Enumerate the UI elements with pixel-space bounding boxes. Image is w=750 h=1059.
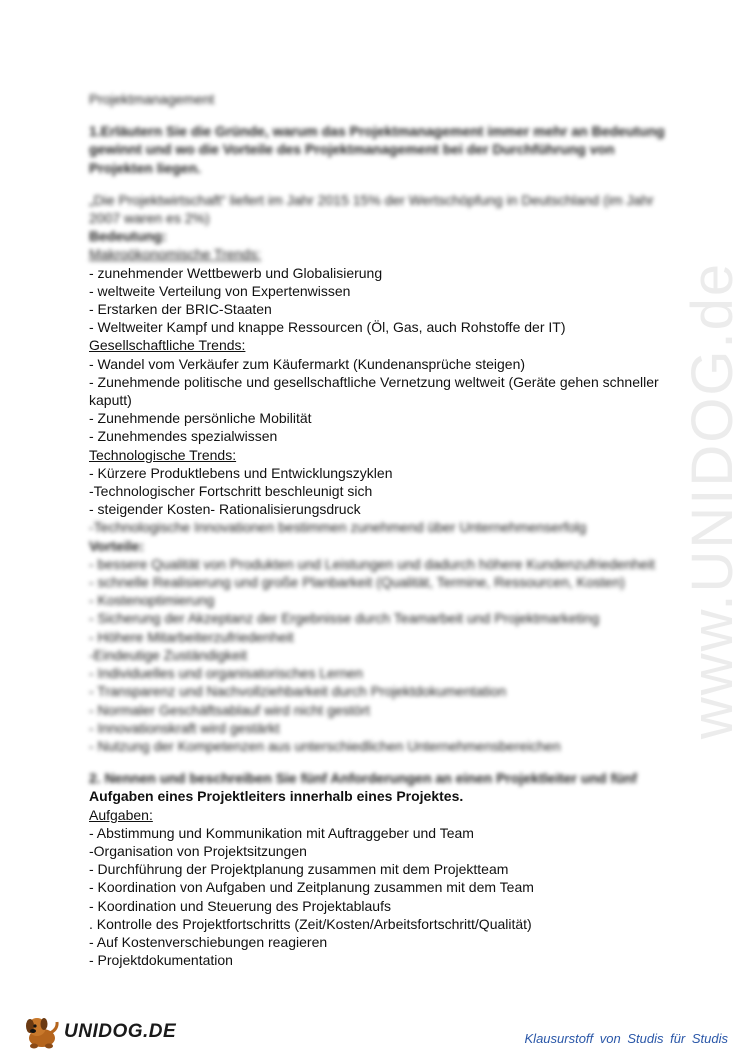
vorteile-label: Vorteile: bbox=[89, 537, 144, 554]
list-item: - Kürzere Produktlebens und Entwicklungszyklen bbox=[89, 464, 393, 481]
list-item: - Zunehmendes spezialwissen bbox=[89, 428, 278, 445]
list-item: - Transparenz und Nachvollziehbarkeit durch Projektdokumentation bbox=[89, 683, 507, 700]
logo-text: UNIDOG.DE bbox=[64, 1021, 177, 1042]
list-item: - Individuelles und organisatorisches Lernen bbox=[89, 665, 363, 682]
list-item: - Wandel vom Verkäufer zum Käufermarkt (Kundenansprüche steigen) bbox=[89, 355, 526, 372]
list-item: - Koordination und Steuerung des Projektablaufs bbox=[89, 897, 391, 914]
list-item: - bessere Qualität von Produkten und Leistungen und dadurch höhere Kundenzufriedenheit bbox=[89, 555, 655, 572]
spacer bbox=[89, 755, 679, 769]
list-item: - Kostenoptimierung bbox=[89, 592, 215, 609]
spacer bbox=[89, 177, 679, 191]
aufgaben-list bbox=[89, 824, 679, 970]
list-item: -Technologischer Fortschritt beschleunigt sich bbox=[89, 483, 373, 500]
bedeutung-label: Bedeutung: bbox=[89, 228, 167, 245]
question-1-title: 1.Erläutern Sie die Gründe, warum das Projektmanagement immer mehr an Bedeutung gewinnt und wo die Vorteile des Projektmanagement bei der Durchführung von Projekten liegen. bbox=[89, 123, 665, 176]
watermark-text: www.UNIDOG.de bbox=[680, 261, 746, 739]
question-2-title-line1: 2. Nennen und beschreiben Sie fünf Anforderungen an einen Projektleiter und fünf bbox=[89, 770, 637, 787]
list-item: - Auf Kostenverschiebungen reagieren bbox=[89, 933, 328, 950]
dog-icon bbox=[22, 1014, 62, 1050]
list-item: - Sicherung der Akzeptanz der Ergebnisse durch Teamarbeit und Projektmarketing bbox=[89, 610, 600, 627]
list-item: - Innovationskraft wird gestärkt bbox=[89, 719, 280, 736]
list-item: - Projektdokumentation bbox=[89, 952, 233, 969]
list-item: - Zunehmende persönliche Mobilität bbox=[89, 410, 312, 427]
list-item: - zunehmender Wettbewerb und Globalisierung bbox=[89, 264, 383, 281]
quote-paragraph: „Die Projektwirtschaft“ liefert im Jahr 2015 15% der Wertschöpfung in Deutschland (im Jahr 2007 waren es 2%) bbox=[89, 191, 654, 227]
list-item: -Organisation von Projektsitzungen bbox=[89, 842, 307, 859]
vorteile-list bbox=[89, 555, 679, 755]
list-item: - Nutzung der Kompetenzen aus unterschiedlichen Unternehmensbereichen bbox=[89, 737, 561, 754]
document-body bbox=[89, 90, 679, 969]
makro-trends-label: Makroökonomische Trends: bbox=[89, 246, 261, 263]
makro-trends-list bbox=[89, 264, 679, 337]
list-item: - Weltweiter Kampf und knappe Ressourcen (Öl, Gas, auch Rohstoffe der IT) bbox=[89, 319, 566, 336]
spacer bbox=[89, 108, 679, 122]
list-item: - Zunehmende politische und gesellschaftliche Vernetzung weltweit (Geräte gehen schneller kaputt) bbox=[89, 373, 659, 409]
gesellschaft-trends-label: Gesellschaftliche Trends: bbox=[89, 337, 246, 354]
list-item: - Durchführung der Projektplanung zusammen mit dem Projektteam bbox=[89, 861, 509, 878]
list-item: - Erstarken der BRIC-Staaten bbox=[89, 301, 272, 318]
question-2-title-line2: Aufgaben eines Projektleiters innerhalb eines Projektes. bbox=[89, 788, 464, 805]
list-item: . Kontrolle des Projektfortschritts (Zeit/Kosten/Arbeitsfortschritt/Qualität) bbox=[89, 915, 532, 932]
list-item: - Höhere Mitarbeiterzufriedenheit bbox=[89, 628, 294, 645]
gesellschaft-trends-list bbox=[89, 355, 679, 446]
list-item: -Technologische Innovationen bestimmen zunehmend über Unternehmenserfolg bbox=[89, 519, 587, 536]
tech-trends-label: Technologische Trends: bbox=[89, 446, 237, 463]
list-item: - Normaler Geschäftsablauf wird nicht gestört bbox=[89, 701, 370, 718]
list-item: - weltweite Verteilung von Expertenwissen bbox=[89, 282, 351, 299]
footer-tagline: Klausurstoff von Studis für Studis bbox=[524, 1031, 728, 1046]
list-item: -Eindeutige Zuständigkeit bbox=[89, 646, 247, 663]
list-item: - schnelle Realisierung und große Planbarkeit (Qualität, Termine, Ressourcen, Kosten) bbox=[89, 574, 625, 591]
document-header: Projektmanagement bbox=[89, 91, 215, 107]
unidog-logo[interactable] bbox=[22, 1012, 182, 1052]
tech-trends-list bbox=[89, 464, 679, 537]
list-item: - steigender Kosten- Rationalisierungsdruck bbox=[89, 501, 361, 518]
list-item: - Abstimmung und Kommunikation mit Auftraggeber und Team bbox=[89, 824, 474, 841]
aufgaben-label: Aufgaben: bbox=[89, 806, 153, 823]
list-item: - Koordination von Aufgaben und Zeitplanung zusammen mit dem Team bbox=[89, 879, 534, 896]
